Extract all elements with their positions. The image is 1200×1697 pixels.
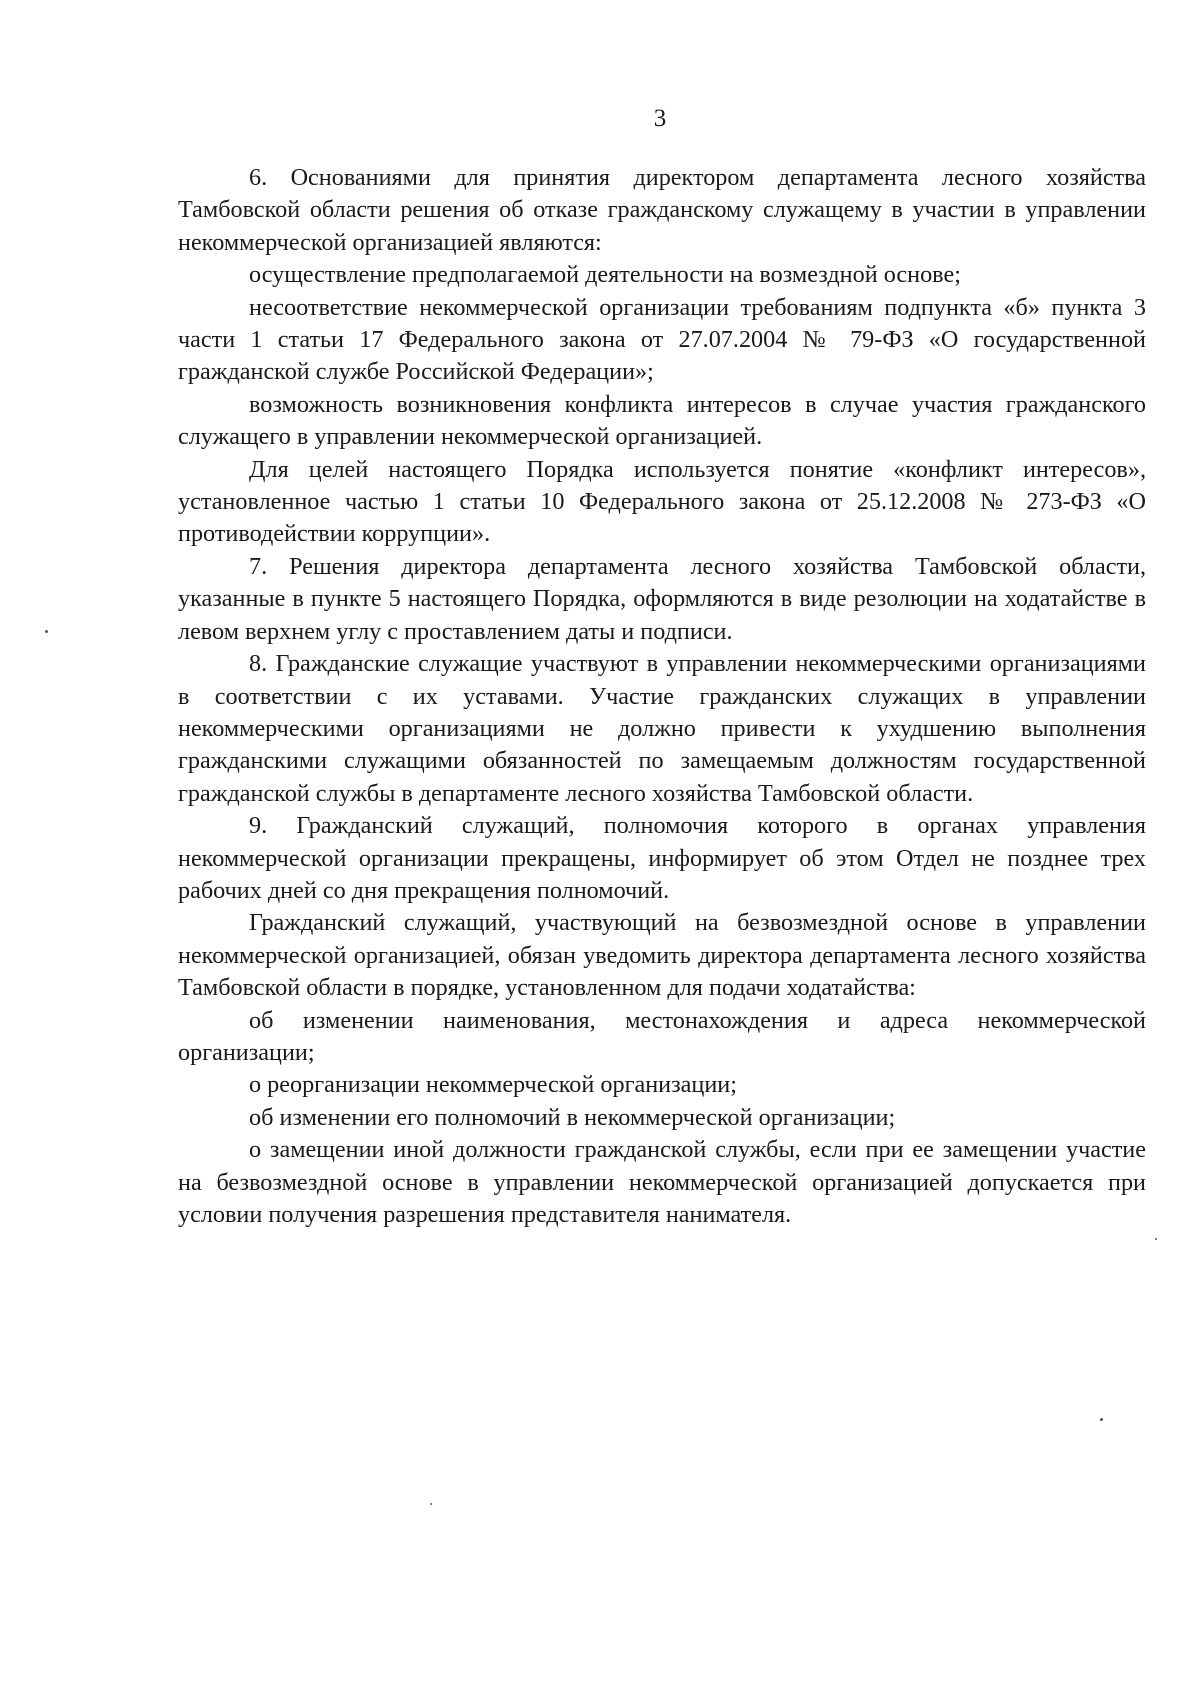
scan-speck	[1155, 1238, 1157, 1240]
paragraph-6-item-3: возможность возникновения конфликта интересов в случае участия гражданского служащего в управлении некоммерческой организацией.	[178, 390, 1146, 451]
paragraph-6: 6. Основаниями для принятия директором департамента лесного хозяйства Тамбовской области решения об отказе гражданскому служащему в участии в управлении некоммерческой организацией являются:	[178, 164, 1146, 256]
paragraph-6-note: Для целей настоящего Порядка используется понятие «конфликт интересов», установленное частью 1 статьи 10 Федерального закона от 25.12.2008 № 273-ФЗ «О противодействии коррупции».	[178, 455, 1146, 548]
paragraph-9: 9. Гражданский служащий, полномочия которого в органах управления некоммерческой организации прекращены, информирует об этом Отдел не позднее трех рабочих дней со дня прекращения полномочий.	[178, 812, 1146, 904]
page-number: 3	[653, 105, 667, 132]
paragraph-8: 8. Гражданские служащие участвуют в управлении некоммерческими организациями в соответствии с их уставами. Участие гражданских служащих в управлении некоммерческими организациями не должно привести к ухудшению выполнения гражданскими служащими обязанностей по замещаемым должностям государственной гражданской службы в департаменте лесного хозяйства Тамбовской области.	[178, 650, 1146, 807]
paragraph-9-item-3: об изменении его полномочий в некоммерческой организации;	[249, 1103, 896, 1131]
scan-speck	[1100, 1418, 1103, 1421]
paragraph-9-notice: Гражданский служащий, участвующий на безвозмездной основе в управлении некоммерческой организацией, обязан уведомить директора департамента лесного хозяйства Тамбовской области в порядке, установленном для подачи ходатайства:	[178, 909, 1146, 1002]
scan-speck	[45, 630, 48, 633]
paragraph-6-item-2: несоответствие некоммерческой организации требованиям подпункта «б» пункта 3 части 1 статьи 17 Федерального закона от 27.07.2004 № 79-ФЗ «О государственной гражданской службе Российской Федерации»;	[178, 293, 1146, 386]
paragraph-7: 7. Решения директора департамента лесного хозяйства Тамбовской области, указанные в пункте 5 настоящего Порядка, оформляются в виде резолюции на ходатайстве в левом верхнем углу с проставлением даты и подписи.	[178, 552, 1146, 645]
paragraph-9-item-1: об изменении наименования, местонахождения и адреса некоммерческой организации;	[178, 1006, 1146, 1066]
scan-speck	[430, 1503, 432, 1505]
document-body	[178, 162, 1146, 1231]
paragraph-6-item-1: осуществление предполагаемой деятельности на возмездной основе;	[249, 261, 961, 289]
paragraph-9-item-2: о реорганизации некоммерческой организации;	[249, 1071, 737, 1099]
paragraph-9-item-4: о замещении иной должности гражданской службы, если при ее замещении участие на безвозмездной основе в управлении некоммерческой организацией допускается при условии получения разрешения представителя нанимателя.	[178, 1136, 1146, 1228]
